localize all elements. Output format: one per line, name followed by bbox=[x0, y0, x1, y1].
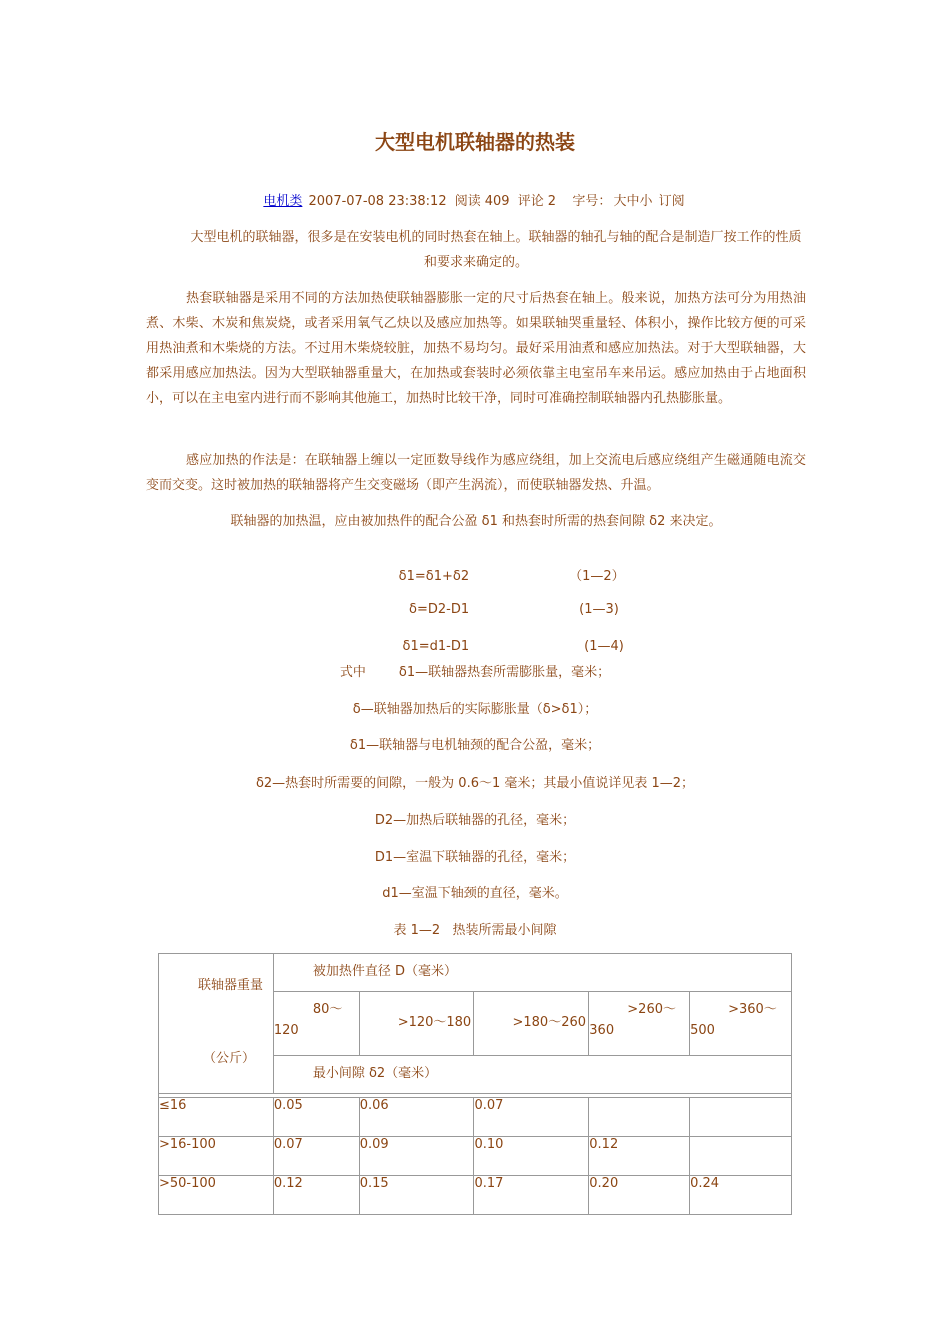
table-row bbox=[159, 1137, 792, 1176]
formula-ref: （1—2） bbox=[569, 569, 625, 584]
value-cell: 0.12 bbox=[273, 1176, 359, 1215]
value-cell: 0.10 bbox=[474, 1137, 589, 1176]
weight-header-cell bbox=[159, 954, 274, 1094]
value-cell: 0.07 bbox=[474, 1098, 589, 1137]
value-cell bbox=[690, 1098, 792, 1137]
weight-cell: >50-100 bbox=[159, 1176, 274, 1215]
definition-line: δ1—联轴器与电机轴颈的配合公盈，毫米； bbox=[349, 738, 601, 753]
formula-expr: δ1=d1-D1 bbox=[402, 639, 470, 654]
value-cell: 0.07 bbox=[273, 1137, 359, 1176]
paragraph-induction: 感应加热的作法是：在联轴器上缠以一定匝数导线作为感应绕组，加上交流电后感应绕组产生磁通随电流交变而交变。这时被加热的联轴器将产生交变磁场（即产生涡流），而使联轴器发热、升温。 bbox=[146, 453, 806, 493]
comment-label: 评论 bbox=[517, 194, 544, 209]
category-link[interactable]: 电机类 bbox=[263, 194, 303, 209]
weight-cell: >16-100 bbox=[159, 1137, 274, 1176]
range-cell: >180～260 bbox=[474, 992, 589, 1056]
table-row bbox=[159, 1176, 792, 1215]
article-meta bbox=[0, 190, 950, 209]
table-caption: 表 1—2 热装所需最小间隙 bbox=[393, 923, 557, 938]
value-cell bbox=[589, 1098, 690, 1137]
definition-line: δ—联轴器加热后的实际膨胀量（δ>δ1）； bbox=[352, 702, 598, 717]
table-row bbox=[159, 1098, 792, 1137]
definition-line: D1—室温下联轴器的孔径，毫米； bbox=[374, 850, 576, 865]
comment-count: 2 bbox=[547, 194, 557, 209]
post-datetime: 2007-07-08 23:38:12 bbox=[308, 194, 447, 209]
formula-3 bbox=[0, 624, 950, 654]
value-cell: 0.20 bbox=[589, 1176, 690, 1215]
definition-line: d1—室温下轴颈的直径，毫米。 bbox=[382, 886, 568, 901]
page-title: 大型电机联轴器的热装 bbox=[375, 130, 575, 154]
value-cell: 0.06 bbox=[359, 1098, 474, 1137]
weight-header: 联轴器重量 bbox=[198, 978, 264, 993]
read-count: 409 bbox=[484, 194, 510, 209]
subscribe-link[interactable]: 订阅 bbox=[658, 194, 685, 209]
formula-ref: (1—3) bbox=[579, 602, 619, 617]
value-cell: 0.15 bbox=[359, 1176, 474, 1215]
paragraph-intro: 大型电机的联轴器，很多是在安装电机的同时热套在轴上。联轴器的轴孔与轴的配合是制造厂按工作的性质和要求来确定的。 bbox=[190, 230, 802, 270]
range-cell: >120～180 bbox=[359, 992, 474, 1056]
min-gap-table bbox=[158, 953, 792, 1215]
range-cell: >360～ 500 bbox=[690, 992, 792, 1056]
value-cell: 0.24 bbox=[690, 1176, 792, 1215]
range-cell: >260～ 360 bbox=[589, 992, 690, 1056]
paragraph-heating-methods: 热套联轴器是采用不同的方法加热使联轴器膨胀一定的尺寸后热套在轴上。般来说，加热方法可分为用热油煮、木柴、木炭和焦炭烧，或者采用氧气乙炔以及感应加热等。如果联轴哭重量轻、体积小，操作比较方便的可采用热油煮和木柴烧的方法。不过用木柴烧较脏，加热不易均匀。最好采用油煮和感应加热法。对于大型联轴器，大都采用感应加热法。因为大型联轴器重量大，在加热或套装时必须依靠主电室吊车来吊运。感应加热由于占地面积小，可以在主电室内进行而不影响其他施工，加热时比较干净，同时可准确控制联轴器内孔热膨胀量。 bbox=[146, 291, 806, 406]
formula-1 bbox=[0, 550, 950, 584]
font-size-big-button[interactable]: 大 bbox=[613, 194, 627, 209]
read-label: 阅读 bbox=[454, 194, 481, 209]
formula-2 bbox=[0, 587, 950, 617]
value-cell bbox=[690, 1137, 792, 1176]
paragraph-temperature: 联轴器的加热温，应由被加热件的配合公盈 δ1 和热套时所需的热套间隙 δ2 来决定。 bbox=[230, 514, 722, 529]
weight-unit: （公斤） bbox=[203, 1051, 256, 1066]
value-cell: 0.05 bbox=[273, 1098, 359, 1137]
value-cell: 0.12 bbox=[589, 1137, 690, 1176]
font-size-mid-button[interactable]: 中 bbox=[626, 194, 640, 209]
diameter-header: 被加热件直径 D（毫米） bbox=[273, 954, 791, 992]
formula-expr: δ=D2-D1 bbox=[409, 602, 470, 617]
definition-line: δ2—热套时所需要的间隙，一般为 0.6～1 毫米；其最小值说详见表 1—2； bbox=[255, 776, 695, 791]
gap-header: 最小间隙 δ2（毫米） bbox=[273, 1056, 791, 1094]
font-size-small-button[interactable]: 小 bbox=[639, 194, 653, 209]
value-cell: 0.09 bbox=[359, 1137, 474, 1176]
value-cell: 0.17 bbox=[474, 1176, 589, 1215]
definition-line: D2—加热后联轴器的孔径，毫米； bbox=[374, 813, 576, 828]
font-size-label: 字号： bbox=[572, 194, 612, 209]
formula-expr: δ1=δ1+δ2 bbox=[398, 569, 470, 584]
definition-line: 式中 δ1—联轴器热套所需膨胀量，毫米； bbox=[339, 665, 611, 680]
formula-ref: (1—4) bbox=[584, 639, 624, 654]
range-cell: 80～ 120 bbox=[273, 992, 359, 1056]
weight-cell: ≤16 bbox=[159, 1098, 274, 1137]
